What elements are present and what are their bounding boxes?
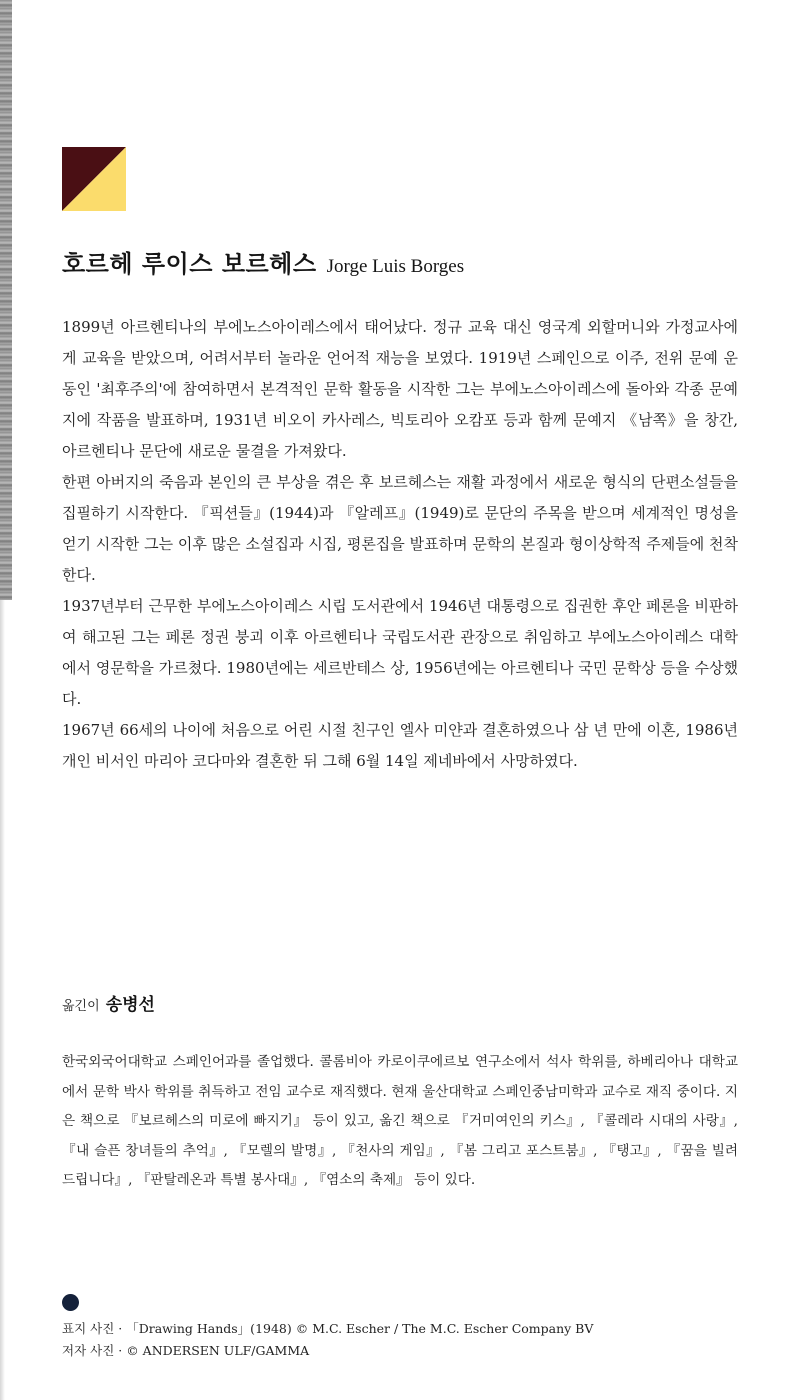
decorative-square-emblem: [62, 147, 126, 211]
author-biography: [62, 312, 738, 777]
translator-biography: [62, 1048, 738, 1196]
author-name-korean: 호르헤 루이스 보르헤스: [62, 250, 317, 278]
translator-bio-paragraph: 한국외국어대학교 스페인어과를 졸업했다. 콜롬비아 카로이쿠에르보 연구소에서 석사 학위를, 하베리아나 대학교에서 문학 박사 학위를 취득하고 전임 교수로 재직했다. 현재 울산대학교 스페인중남미학과 교수로 재직 중이다. 지은 책으로 『보르헤스의 미로에 빠지기』 등이 있고, 옮긴 책으로 『거미여인의 키스』, 『콜레라 시대의 사랑』, 『내 슬픈 창녀들의 추억』, 『모렐의 발명』, 『천사의 게임』, 『봄 그리고 포스트붐』, 『탱고』, 『꿈을 빌려 드립니다』, 『판탈레온과 특별 봉사대』, 『염소의 축제』 등이 있다.: [62, 1054, 738, 1188]
biography-paragraph: 1899년 아르헨티나의 부에노스아이레스에서 태어났다. 정규 교육 대신 영국계 외할머니와 가정교사에게 교육을 받았으며, 어려서부터 놀라운 언어적 재능을 보였다. 1919년 스페인으로 이주, 전위 문예 운동인 '최후주의'에 참여하면서 본격적인 문학 활동을 시작한 그는 부에노스아이레스에 돌아와 각종 문예지에 작품을 발표하며, 1931년 비오이 카사레스, 빅토리아 오캄포 등과 함께 문예지 《남쪽》을 창간, 아르헨티나 문단에 새로운 물결을 가져왔다.: [62, 318, 738, 460]
translator-heading: [62, 990, 155, 1015]
page-edge-shadow: [0, 0, 12, 600]
translator-role: 옮긴이: [62, 999, 100, 1014]
biography-paragraph: 1937년부터 근무한 부에노스아이레스 시립 도서관에서 1946년 대통령으로 집권한 후안 페론을 비판하여 해고된 그는 페론 정권 붕괴 이후 아르헨티나 국립도서관 관장으로 취임하고 부에노스아이레스 대학에서 영문학을 가르쳤다. 1980년에는 세르반테스 상, 1956년에는 아르헨티나 국민 문학상 등을 수상했다.: [62, 597, 738, 708]
author-heading: [62, 244, 464, 279]
biography-paragraph: 1967년 66세의 나이에 처음으로 어린 시절 친구인 엘사 미얀과 결혼하였으나 삼 년 만에 이혼, 1986년 개인 비서인 마리아 코다마와 결혼한 뒤 그해 6월 14일 제네바에서 사망하였다.: [62, 721, 738, 770]
bullet-dot-icon: [62, 1294, 79, 1311]
page-edge-shadow-lower: [0, 600, 5, 1400]
biography-paragraph: 한편 아버지의 죽음과 본인의 큰 부상을 겪은 후 보르헤스는 재활 과정에서 새로운 형식의 단편소설들을 집필하기 시작한다. 『픽션들』(1944)과 『알레프』(1949)로 문단의 주목을 받으며 세계적인 명성을 얻기 시작한 그는 이후 많은 소설집과 시집, 평론집을 발표하며 문학의 본질과 형이상학적 주제들에 천착한다.: [62, 473, 738, 584]
photo-credits: [62, 1318, 593, 1362]
author-photo-credit: 저자 사진 · © ANDERSEN ULF/GAMMA: [62, 1343, 310, 1358]
author-name-latin: Jorge Luis Borges: [326, 256, 465, 277]
translator-name: 송병선: [105, 995, 155, 1015]
cover-photo-credit: 표지 사진 · 「Drawing Hands」(1948) © M.C. Escher / The M.C. Escher Company BV: [62, 1321, 594, 1336]
